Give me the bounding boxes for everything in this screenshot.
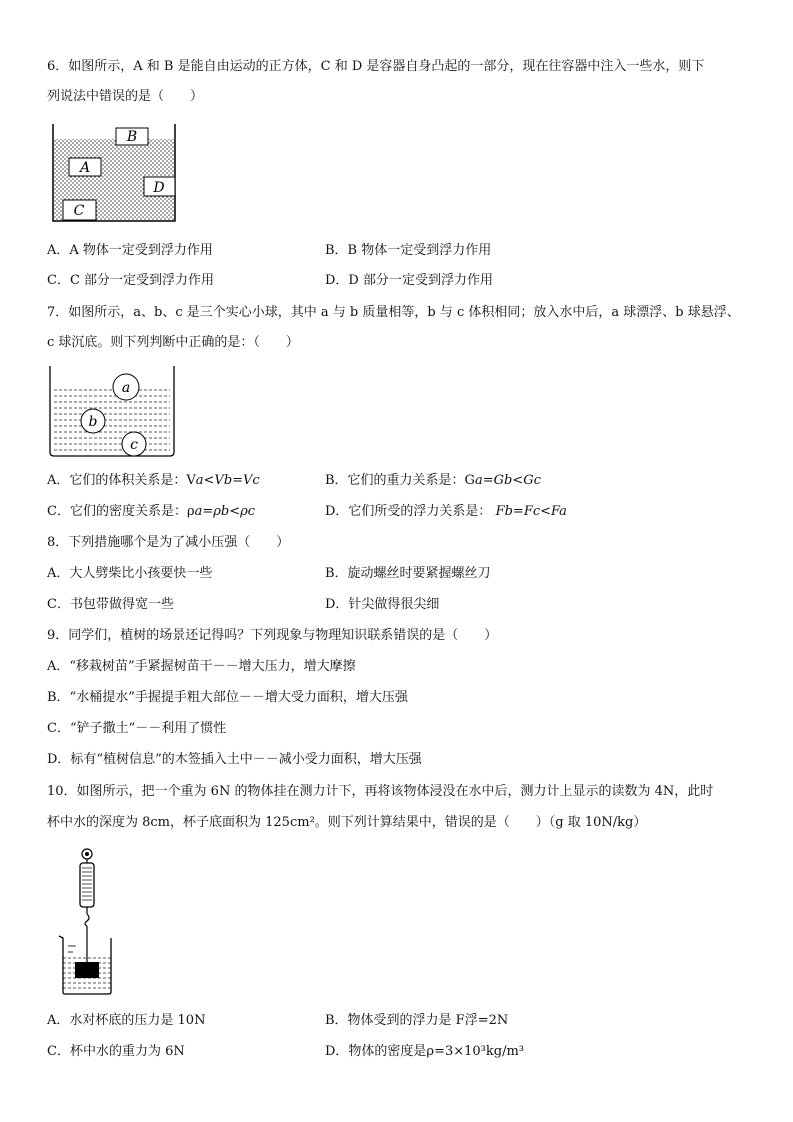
q6-figure-container — [48, 122, 180, 224]
q6-option-c[interactable]: C．C 部分一定受到浮力作用 — [47, 273, 215, 288]
q10-option-b[interactable]: B．物体受到的浮力是 F浮=2N — [325, 1013, 509, 1028]
q10-option-d[interactable]: D．物体的密度是ρ=3×10³kg/m³ — [325, 1044, 524, 1059]
q6-block-B — [116, 128, 148, 145]
spring-scale-icon — [80, 849, 94, 962]
q7-water-lines — [54, 390, 170, 450]
q6-block-A — [69, 158, 101, 176]
svg-text:B: B — [126, 129, 138, 145]
q10-stem-line2: 杯中水的深度为 8cm，杯子底面积为 125cm²。则下列计算结果中，错误的是（ ）（g 取 10N/kg） — [47, 815, 647, 830]
q10-option-c[interactable]: C．杯中水的重力为 6N — [47, 1044, 185, 1059]
q9-option-c[interactable]: C．“铲子撒土”－－利用了惯性 — [47, 721, 227, 736]
q6-stem-line2: 列说法中错误的是（ ） — [47, 89, 204, 104]
q6-option-b[interactable]: B．B 物体一定受到浮力作用 — [325, 243, 492, 258]
svg-text:b: b — [88, 414, 98, 430]
q9-option-a[interactable]: A．“移栽树苗”手紧握树苗干－－增大压力，增大摩擦 — [47, 659, 356, 674]
svg-text:C: C — [73, 203, 85, 219]
q9-stem: 9．同学们，植树的场景还记得吗？下列现象与物理知识联系错误的是（ ） — [47, 628, 498, 643]
q7-stem-line2: c 球沉底。则下列判断中正确的是：（ ） — [47, 335, 299, 350]
q9-option-d[interactable]: D．标有“植树信息”的木签插入土中－－减小受力面积，增大压强 — [47, 752, 422, 767]
q7-stem-line1: 7．如图所示，a、b、c 是三个实心小球，其中 a 与 b 质量相等，b 与 c 体积相同；放入水中后，a 球漂浮、b 球悬浮、 — [47, 305, 740, 320]
q8-option-b[interactable]: B．旋动螺丝时要紧握螺丝刀 — [325, 566, 491, 581]
q8-option-d[interactable]: D．针尖做得很尖细 — [325, 597, 440, 612]
q7-option-d[interactable]: D．它们所受的浮力关系是： Fb=Fc<Fa — [325, 504, 567, 519]
q7-option-c[interactable]: C．它们的密度关系是：ρa=ρb<ρc — [47, 504, 256, 519]
q10-submerged-block — [75, 962, 99, 978]
q8-stem: 8．下列措施哪个是为了减小压强（ ） — [47, 535, 290, 550]
svg-text:c: c — [130, 437, 138, 453]
q10-figure-container — [56, 846, 118, 998]
q9-option-b[interactable]: B．“水桶提水”手握提手粗大部位－－增大受力面积，增大压强 — [47, 690, 408, 705]
q10-option-a[interactable]: A．水对杯底的压力是 10N — [47, 1013, 206, 1028]
q6-option-d[interactable]: D．D 部分一定受到浮力作用 — [325, 273, 493, 288]
q6-part-D — [144, 177, 175, 196]
q8-option-a[interactable]: A．大人劈柴比小孩要快一些 — [47, 566, 213, 581]
svg-text:a: a — [121, 380, 131, 396]
q7-option-b[interactable]: B．它们的重力关系是：Ga=Gb<Gc — [325, 473, 541, 488]
q10-stem-line1: 10．如图所示，把一个重为 6N 的物体挂在测力计下，再将该物体浸没在水中后，测力计上显示的读数为 4N，此时 — [47, 784, 714, 799]
q6-stem-line1: 6．如图所示，A 和 B 是能自由运动的正方体，C 和 D 是容器自身凸起的一部分，现在往容器中注入一些水，则下 — [47, 59, 705, 74]
q7-container — [50, 366, 174, 456]
q8-option-c[interactable]: C．书包带做得宽一些 — [47, 597, 174, 612]
q7-option-a[interactable]: A．它们的体积关系是：Va<Vb=Vc — [47, 473, 260, 488]
svg-text:A: A — [79, 160, 91, 176]
q7-ball-c — [122, 432, 146, 456]
q7-figure-container — [48, 364, 176, 460]
q7-ball-a — [113, 374, 139, 400]
q7-ball-b — [81, 409, 105, 433]
q6-part-C — [63, 200, 96, 220]
svg-text:D: D — [153, 180, 165, 196]
q6-option-a[interactable]: A．A 物体一定受到浮力作用 — [47, 243, 213, 258]
